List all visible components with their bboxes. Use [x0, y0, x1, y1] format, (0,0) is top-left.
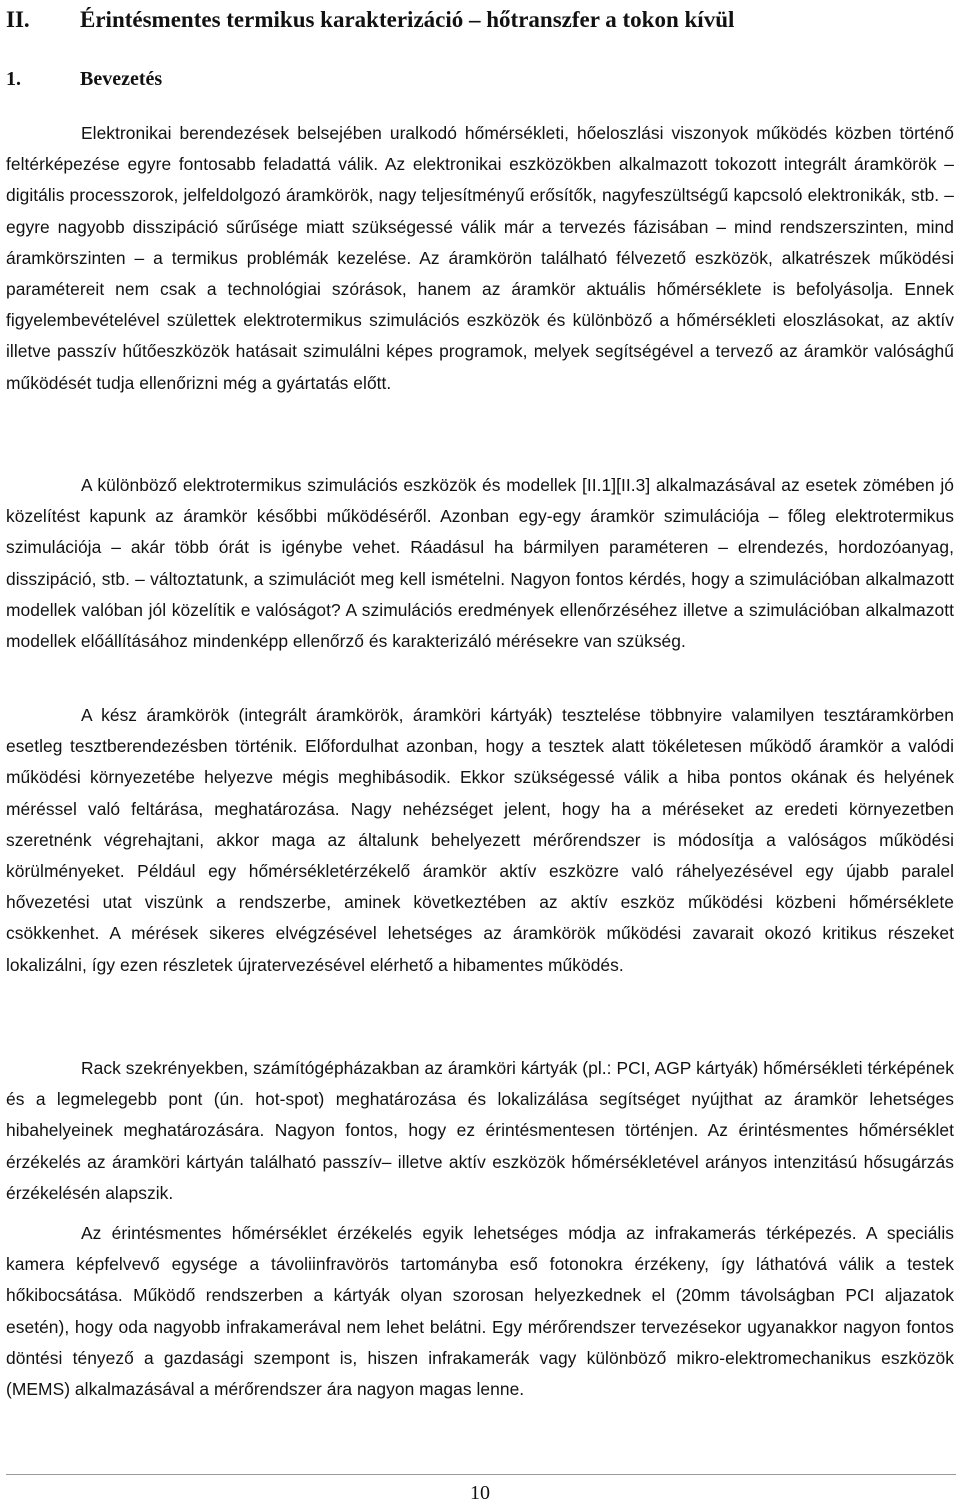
section-heading — [6, 64, 956, 94]
paragraph-2: A különböző elektrotermikus szimulációs eszközök és modellek [II.1][II.3] alkalmazásával az esetek zömében jó közelítést kapunk az áramkör későbbi működéséről. Azonban egy-egy áramkör szimulációja – főleg elektrotermikus szimulációja – akár több órát is igénybe vehet. Ráadásul ha bármilyen paraméteren – elrendezés, hordozóanyag, disszipáció, stb. – változtatunk, a szimulációt meg kell ismételni. Nagyon fontos kérdés, hogy a szimulációban alkalmazott modellek valóban jól közelítik e valóságot? A szimulációs eredmények ellenőrzéséhez illetve a szimulációban alkalmazott modellek előállításához mindenképp ellenőrző és karakterizáló mérésekre van szükség. — [6, 475, 954, 652]
section-number: 1. — [6, 68, 21, 90]
chapter-heading — [6, 4, 956, 36]
paragraph-1: Elektronikai berendezések belsejében uralkodó hőmérsékleti, hőeloszlási viszonyok működés közben történő feltérképezése egyre fontosabb feladattá válik. Az elektronikai eszközökben alkalmazott tokozott integrált áramkörök – digitális processzorok, jelfeldolgozó áramkörök, nagy teljesítményű erősítők, nagyfeszültségű kapcsoló elektronikák, stb. – egyre nagyobb disszipáció sűrűsége miatt szükségessé válik már a tervezés fázisában – mind rendszerszinten, mind áramkörszinten – a termikus problémák kezelése. Az áramkörön található félvezető eszközök, alkatrészek működési paramétereit nem csak a technológiai szórások, hanem az áramkör aktuális hőmérséklete is befolyásolja. Ennek figyelembevételével születtek elektrotermikus szimulációs eszközök és különböző a hőmérsékleti eloszlásokat, az aktív illetve passzív hűtőeszközök hatásait szimulálni képes programok, melyek segítségével a tervező az áramkör valósághű működését tudja ellenőrizni még a gyártatás előtt. — [6, 123, 954, 393]
paragraph-5: Az érintésmentes hőmérséklet érzékelés egyik lehetséges módja az infrakamerás térképezés. A speciális kamera képfelvevő egysége a távoliinfravörös tartományba eső fotonokra érzékeny, így láthatóvá válik a testek hőkibocsátása. Működő rendszerben a kártyák olyan szorosan helyezkednek el (20mm távolságban PCI aljazatok esetén), hogy oda nagyobb infrakamerával nem lehet belátni. Egy mérőrendszer tervezésekor ugyanakkor nagyon fontos döntési tényező a gazdasági szempont is, hiszen infrakamerák vagy különböző mikro-elektromechanikus eszközök (MEMS) alkalmazásával a mérőrendszer ára nagyon magas lenne. — [6, 1223, 954, 1400]
paragraph-4: Rack szekrényekben, számítógépházakban az áramköri kártyák (pl.: PCI, AGP kártyák) hőmérsékleti térképének és a legmelegebb pont (ún. hot-spot) meghatározása és lokalizálása segítséget nyújthat az áramkör lehetséges hibahelyeinek meghatározására. Nagyon fontos, hogy ez érintésmentesen történjen. Az érintésmentes hőmérséklet érzékelés az áramköri kártyán található passzív– illetve aktív eszközök hőmérsékletével arányos intenzitású hősugárzás érzékelésén alapszik. — [6, 1058, 954, 1203]
page-number: 10 — [470, 1482, 490, 1504]
paragraph-3: A kész áramkörök (integrált áramkörök, áramköri kártyák) tesztelése többnyire valamilyen tesztáramkörben esetleg tesztberendezésben történik. Előfordulhat azonban, hogy a tesztek alatt tökéletesen működő áramkör a valódi működési környezetébe helyezve mégis meghibásodik. Ekkor szükségessé válik a hiba pontos okának és helyének méréssel való feltárása, meghatározása. Nagy nehézséget jelent, hogy ha a méréseket az eredeti környezetben szeretnénk végrehajtani, akkor maga az általunk behelyezett mérőrendszer is módosítja a valóságos működési körülményeket. Például egy hőmérsékletérzékelő áramkör aktív eszközre való ráhelyezésével egy újabb paralel hővezetési utat viszünk a rendszerbe, aminek következtében az aktív eszköz működési közbeni hőmérséklete csökkenhet. A mérések sikeres elvégzésével lehetséges az áramkörök működési zavarait okozó kritikus részeket lokalizálni, így ezen részletek újratervezésével elérhető a hibamentes működés. — [6, 705, 954, 975]
footer-divider — [6, 1474, 956, 1475]
section-title: Bevezetés — [80, 68, 163, 90]
chapter-number: II. — [6, 7, 30, 32]
chapter-title: Érintésmentes termikus karakterizáció – hőtranszfer a tokon kívül — [80, 7, 735, 32]
